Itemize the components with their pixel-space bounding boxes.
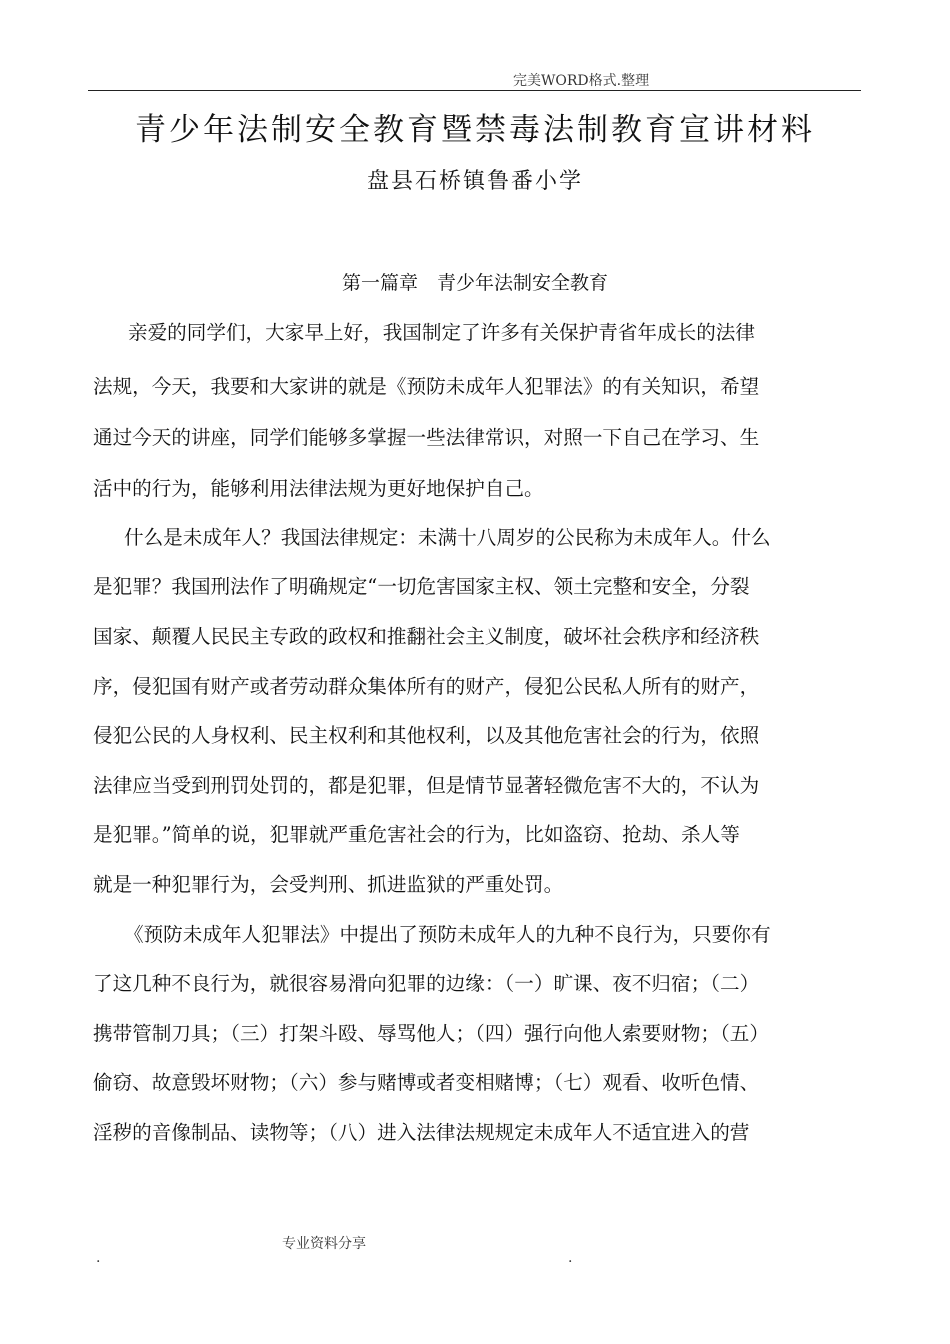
header-rule <box>88 90 861 91</box>
paragraph-2-line-7: 是犯罪。”简单的说，犯罪就严重危害社会的行为，比如盗窃、抢劫、杀人等 <box>93 823 740 846</box>
paragraph-3-line-1: 《预防未成年人犯罪法》中提出了预防未成年人的九种不良行为，只要你有 <box>124 923 771 946</box>
document-subtitle: 盘县石桥镇鲁番小学 <box>366 169 583 194</box>
chapter-heading: 第一篇章 青少年法制安全教育 <box>341 272 608 294</box>
paragraph-1-line-1: 亲爱的同学们，大家早上好，我国制定了许多有关保护青省年成长的法律 <box>128 321 755 344</box>
paragraph-2-line-6: 法律应当受到刑罚处罚的，都是犯罪，但是情节显著轻微危害不大的，不认为 <box>93 774 760 797</box>
paragraph-2-line-2: 是犯罪？我国刑法作了明确规定“一切危害国家主权、领土完整和安全，分裂 <box>93 575 750 598</box>
footer-right-dot: . <box>568 1250 573 1266</box>
footer-text: 专业资料分享 <box>282 1236 366 1252</box>
page-header-text: 完美WORD格式.整理 <box>513 73 650 89</box>
paragraph-3-line-4: 偷窃、故意毁坏财物；（六）参与赌博或者变相赌博；（七）观看、收听色情、 <box>93 1071 760 1094</box>
document-title: 青少年法制安全教育暨禁毒法制教育宣讲材料 <box>135 112 815 148</box>
paragraph-3-line-2: 了这几种不良行为，就很容易滑向犯罪的边缘：（一）旷课、夜不归宿；（二） <box>93 972 760 995</box>
footer-left-dot: . <box>96 1250 101 1266</box>
paragraph-2-line-8: 就是一种犯罪行为，会受判刑、抓进监狱的严重处罚。 <box>93 873 564 896</box>
paragraph-3-line-3: 携带管制刀具；（三）打架斗殴、辱骂他人；（四）强行向他人索要财物；（五） <box>93 1022 769 1045</box>
paragraph-2-line-1: 什么是未成年人？我国法律规定：未满十八周岁的公民称为未成年人。什么 <box>124 526 771 549</box>
paragraph-1-line-4: 活中的行为，能够利用法律法规为更好地保护自己。 <box>93 477 544 500</box>
paragraph-3-line-5: 淫秽的音像制品、读物等；（八）进入法律法规规定未成年人不适宜进入的营 <box>93 1121 750 1144</box>
paragraph-2-line-5: 侵犯公民的人身权利、民主权利和其他权利，以及其他危害社会的行为，依照 <box>93 724 760 747</box>
paragraph-2-line-3: 国家、颠覆人民民主专政的政权和推翻社会主义制度，破坏社会秩序和经济秩 <box>93 625 760 648</box>
paragraph-2-line-4: 序，侵犯国有财产或者劳动群众集体所有的财产，侵犯公民私人所有的财产， <box>93 675 760 698</box>
paragraph-1-line-2: 法规，今天，我要和大家讲的就是《预防未成年人犯罪法》的有关知识，希望 <box>93 375 760 398</box>
paragraph-1-line-3: 通过今天的讲座，同学们能够多掌握一些法律常识，对照一下自己在学习、生 <box>93 426 760 449</box>
